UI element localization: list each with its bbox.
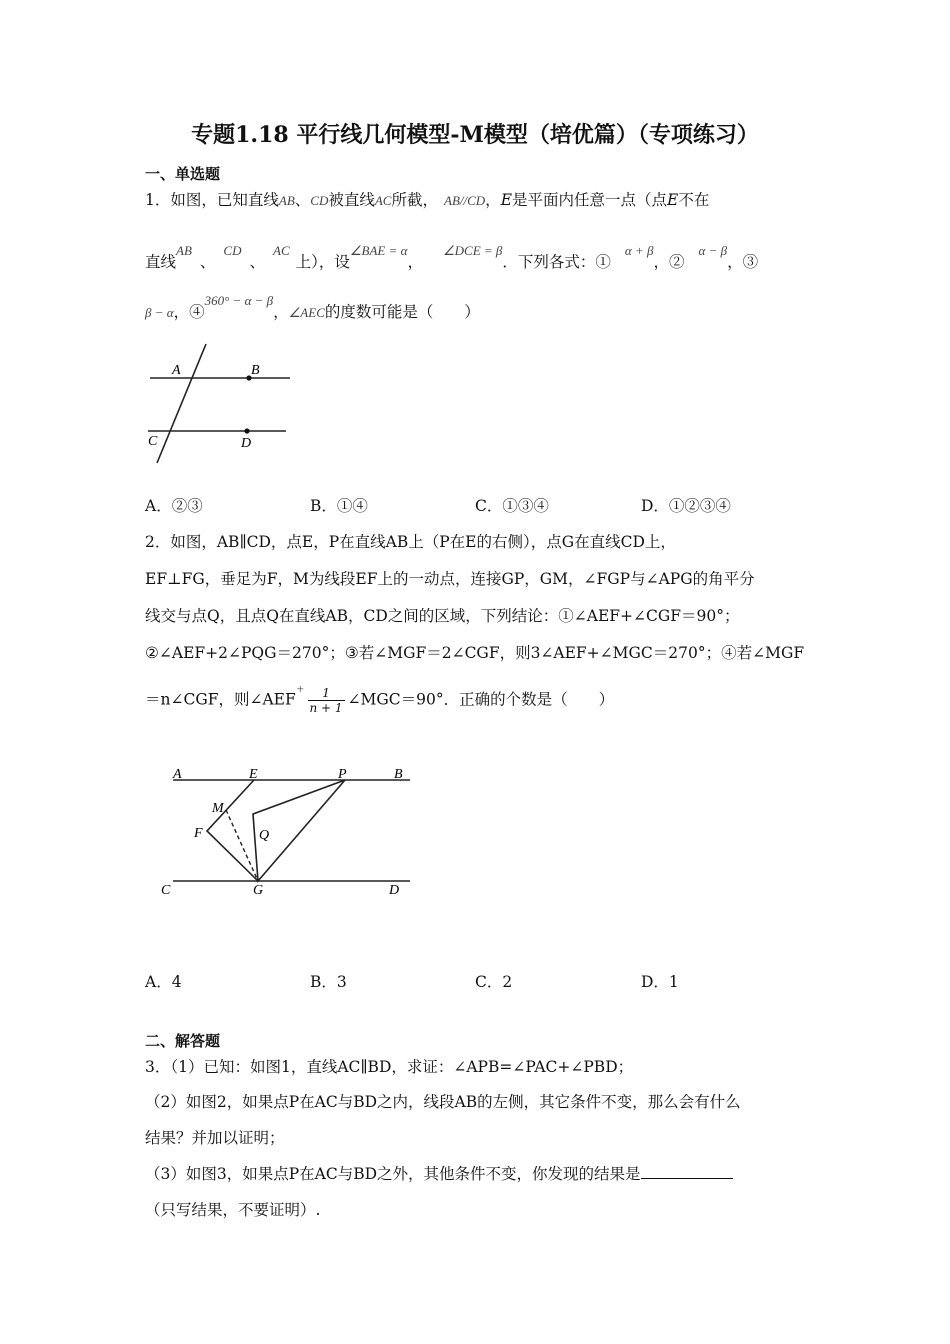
q2-text: ＝n∠CGF，则∠AEF xyxy=(145,690,296,709)
q2-label-a: A xyxy=(173,767,182,782)
q2-fraction-numerator: 1 xyxy=(308,686,345,701)
q2-line-5 xyxy=(145,680,615,715)
q2-line-4: ②∠AEF+2∠PQG＝270°；③若∠MGF＝2∠CGF，则3∠AEF+∠MGC＝270°；④若∠MGF xyxy=(145,644,805,662)
q1-text: 1．如图，已知直线 xyxy=(145,191,279,209)
q1-text: ， xyxy=(273,303,289,321)
q2-line-2: EF⊥FG，垂足为F，M为线段EF上的一动点，连接GP，GM，∠FGP与∠APG的角平分 xyxy=(145,570,755,588)
q3-line-3: 结果？并加以证明； xyxy=(145,1129,285,1147)
q1-math-ac: AC xyxy=(374,193,392,208)
q2-fraction xyxy=(308,686,345,715)
q1-math-ac: AC xyxy=(273,243,290,258)
q1-math-ab: AB xyxy=(176,243,192,258)
q1-label-c: C xyxy=(148,434,158,449)
q1-text: ， xyxy=(485,191,501,209)
q1-math-expr-2: α − β xyxy=(698,243,728,258)
q2-fraction-denominator: n + 1 xyxy=(309,701,343,715)
q2-label-b: B xyxy=(394,767,403,782)
q1-line-3 xyxy=(145,293,480,322)
q1-text: 所截， xyxy=(391,191,438,209)
q2-label-p: P xyxy=(338,767,347,782)
q1-label-b: B xyxy=(251,363,260,378)
q1-math-expr-4: 360° − α − β xyxy=(204,293,274,308)
q1-math-cd: CD xyxy=(223,243,242,258)
q1-text: ．下列各式：① xyxy=(502,253,611,271)
q3-line-1: 3．（1）已知：如图1，直线AC∥BD，求证：∠APB=∠PAC+∠PBD； xyxy=(145,1058,634,1076)
q1-text: 是平面内任意一点（点 xyxy=(512,191,668,209)
q1-text: 直线 xyxy=(145,253,177,271)
q3-text: （3）如图3，如果点P在AC与BD之外，其他条件不变，你发现的结果是 xyxy=(145,1165,641,1183)
q1-point-d-dot xyxy=(244,428,249,433)
q3-answer-blank[interactable] xyxy=(641,1164,733,1179)
q1-option-b[interactable]: B．①④ xyxy=(310,497,368,515)
q1-math-bae: ∠BAE = α xyxy=(349,243,408,258)
q1-text: ，② xyxy=(653,253,685,271)
q1-point-e: E xyxy=(500,191,513,209)
q2-option-d[interactable]: D．1 xyxy=(641,973,679,991)
q1-option-d[interactable]: D．①②③④ xyxy=(641,497,731,515)
q1-sep: 、 xyxy=(249,253,265,271)
q1-text: 被直线 xyxy=(328,191,375,209)
q2-option-b[interactable]: B．3 xyxy=(310,973,347,991)
q1-text: 不在 xyxy=(678,191,710,209)
q1-option-c[interactable]: C．①③④ xyxy=(475,497,549,515)
q3-line-5: （只写结果，不要证明）. xyxy=(145,1201,321,1219)
q2-label-g: G xyxy=(253,883,264,898)
q1-text: 的度数可能是（ ） xyxy=(324,303,480,321)
q1-line-1 xyxy=(145,188,709,210)
q2-plus: + xyxy=(295,680,305,696)
q2-option-c[interactable]: C．2 xyxy=(475,973,513,991)
q2-line-1: 2．如图，AB∥CD，点E，P在直线AB上（P在E的右侧），点G在直线CD上， xyxy=(145,533,676,551)
q1-sep: 、 xyxy=(294,191,311,209)
q3-line-4 xyxy=(145,1162,733,1184)
q1-math-dce: ∠DCE = β xyxy=(442,243,503,258)
q1-option-a[interactable]: A．②③ xyxy=(145,497,203,515)
q2-label-q: Q xyxy=(259,828,270,843)
q2-label-d: D xyxy=(389,883,400,898)
q1-label-d: D xyxy=(241,436,252,451)
q1-line-ac xyxy=(157,344,206,463)
q3-line-2: （2）如图2，如果点P在AC与BD之内，线段AB的左侧，其它条件不变，那么会有什么 xyxy=(145,1093,741,1111)
q2-option-a[interactable]: A．4 xyxy=(145,973,182,991)
q2-figure xyxy=(155,760,425,905)
q1-line-2 xyxy=(145,243,759,272)
q2-label-e: E xyxy=(249,767,258,782)
section-heading-answer: 二、解答题 xyxy=(145,1032,221,1050)
q1-label-a: A xyxy=(172,363,181,378)
section-heading-single-choice: 一、单选题 xyxy=(145,165,221,183)
q2-label-c: C xyxy=(161,883,171,898)
page-title: 专题1.18 平行线几何模型-M模型（培优篇）（专项练习） xyxy=(191,122,759,148)
q1-math-aec: ∠AEC xyxy=(288,305,325,320)
q1-text: ，③ xyxy=(727,253,759,271)
q1-sep: 、 xyxy=(199,253,216,271)
q1-math-ab: AB xyxy=(278,193,295,208)
q2-label-m: M xyxy=(212,801,224,816)
q1-math-cd: CD xyxy=(310,193,329,208)
q1-text: ，④ xyxy=(173,303,205,321)
q2-label-f: F xyxy=(194,826,203,841)
q1-figure xyxy=(140,338,300,468)
q2-path-e-f-g xyxy=(207,780,258,881)
q2-line-3: 线交与点Q，且点Q在直线AB，CD之间的区域，下列结论：①∠AEF+∠CGF＝90°； xyxy=(145,607,740,625)
q1-math-expr-3: β − α xyxy=(145,305,174,320)
q1-text: ， xyxy=(407,253,423,271)
q1-text: 上），设 xyxy=(295,253,350,271)
q2-text: ∠MGC＝90°．正确的个数是（ ） xyxy=(347,690,615,709)
q1-point-e: E xyxy=(667,191,679,209)
q1-math-ab-parallel-cd: AB//CD xyxy=(444,193,486,208)
q1-math-expr-1: α + β xyxy=(624,243,654,258)
